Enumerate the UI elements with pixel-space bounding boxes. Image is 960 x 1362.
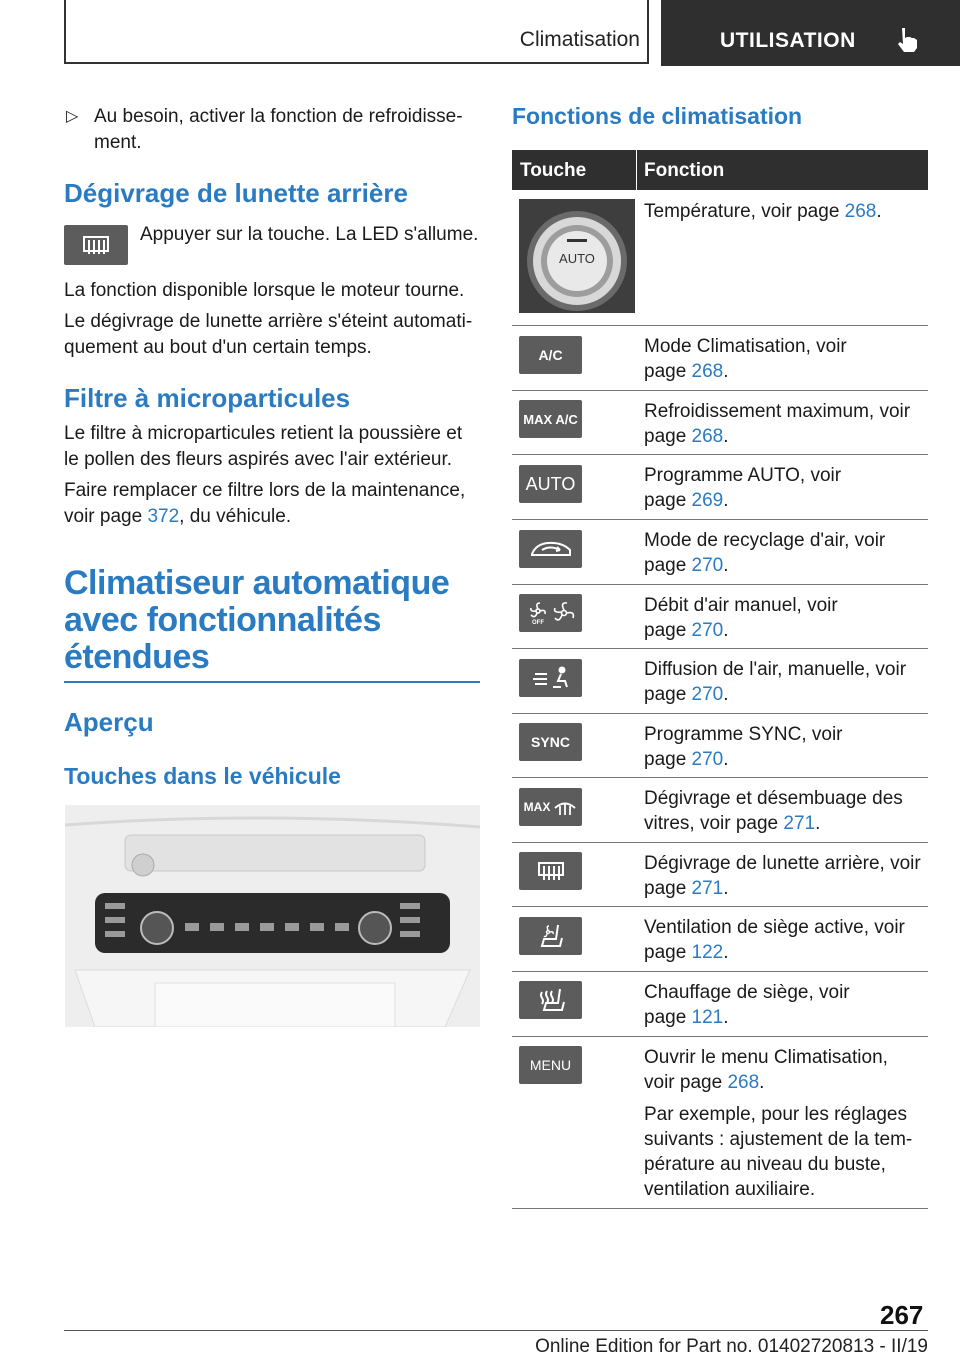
page-link[interactable]: 268 <box>691 426 724 447</box>
filter-paragraph-2-line-1: Faire remplacer ce filtre lors de la maintenance, <box>64 480 466 501</box>
rear-defrost-icon <box>519 852 582 890</box>
page-link[interactable]: 268 <box>727 1072 760 1093</box>
row-air-distribution-text: Diffusion de l'air, manuelle, voir page 270. <box>644 659 907 705</box>
max-label: MAX <box>523 800 551 814</box>
rear-defrost-paragraph-1: La fonction disponible lorsque le moteur tourne. <box>64 280 465 301</box>
heading-divider <box>64 681 480 683</box>
buttons-heading: Touches dans le véhicule <box>64 763 341 789</box>
rear-defrost-heading: Dégivrage de lunette arrière <box>64 178 408 208</box>
recirculation-icon <box>519 530 582 568</box>
ac-button-icon: A/C <box>519 336 582 374</box>
main-heading-line-1: Climatiseur automatique <box>64 564 450 602</box>
filter-text: voir page <box>64 506 148 527</box>
air-distribution-icon <box>519 659 582 697</box>
row-fan-text: Débit d'air manuel, voir page 270. <box>644 595 838 641</box>
rear-defrost-instruction: Appuyer sur la touche. La LED s'allume. <box>140 224 479 245</box>
overview-heading: Aperçu <box>64 707 154 737</box>
filter-heading: Filtre à microparticules <box>64 383 351 413</box>
fan-icon <box>519 594 582 632</box>
page-link[interactable]: 269 <box>691 490 724 511</box>
row-auto-text: Programme AUTO, voir page 269. <box>644 465 842 511</box>
bullet-line-2: ment. <box>94 132 142 153</box>
row-temperature-text: Température, voir page 268. <box>644 201 882 222</box>
max-defrost-button-icon <box>519 788 582 826</box>
row-seat-ventilation-text: Ventilation de siège active, voir page 122. <box>644 917 905 963</box>
main-heading <box>64 565 449 676</box>
row-max-ac-text: Refroidissement maximum, voir page 268. <box>644 401 911 447</box>
page-link[interactable]: 121 <box>691 1007 724 1028</box>
page-link[interactable]: 270 <box>691 684 724 705</box>
page-link[interactable]: 271 <box>691 878 724 899</box>
filter-text-end: , du véhicule. <box>179 506 292 527</box>
header-chapter-title: UTILISATION <box>720 29 856 52</box>
filter-paragraph-1-line-1: Le filtre à microparticules retient la poussière et <box>64 423 463 444</box>
footer-edition: Online Edition for Part no. 01402720813 - II/19 <box>535 1336 928 1357</box>
column-header-function: Fonction <box>644 160 725 181</box>
rear-defrost-paragraph-2-line-2: quement au bout d'un certain temps. <box>64 337 372 358</box>
row-rear-defrost-text: Dégivrage de lunette arrière, voir page 271. <box>644 853 921 899</box>
filter-paragraph-1-line-2: le pollen des fleurs aspirés avec l'air extérieur. <box>64 449 453 470</box>
page-link[interactable]: 270 <box>691 555 724 576</box>
table-title: Fonctions de climatisation <box>512 103 803 129</box>
max-ac-button-icon: MAX A/C <box>519 400 582 438</box>
knob-auto-label: AUTO <box>559 251 595 266</box>
seat-ventilation-icon <box>519 917 582 955</box>
bullet-line-1: Au besoin, activer la fonction de refroidisse- <box>94 106 463 127</box>
main-heading-line-3: étendues <box>64 638 210 676</box>
row-recirculation-text: Mode de recyclage d'air, voir page 270. <box>644 530 886 576</box>
climate-panel-photo <box>65 805 480 1027</box>
header-section-title: Climatisation <box>519 28 640 51</box>
main-heading-line-2: avec fonctionnalités <box>64 601 381 639</box>
filter-paragraph-2-line-2 <box>64 504 291 530</box>
filter-page-link[interactable]: 372 <box>147 506 180 527</box>
page-link[interactable]: 271 <box>783 813 816 834</box>
column-header-key: Touche <box>520 160 587 181</box>
rear-defrost-paragraph-2-line-1: Le dégivrage de lunette arrière s'éteint automati- <box>64 311 473 332</box>
page-link[interactable]: 122 <box>691 942 724 963</box>
page-link[interactable]: 270 <box>691 749 724 770</box>
row-max-defrost-text: Dégivrage et désembuage des vitres, voir page 271. <box>644 788 903 834</box>
temperature-knob-image <box>519 199 635 313</box>
hand-pointer-icon <box>893 26 921 59</box>
footer-divider <box>64 1330 928 1331</box>
page-link[interactable]: 268 <box>691 361 724 382</box>
auto-button-icon: AUTO <box>519 465 582 503</box>
rear-defrost-button-icon <box>64 225 128 265</box>
svg-text:OFF: OFF <box>531 620 544 626</box>
sync-button-icon: SYNC <box>519 723 582 761</box>
page-link[interactable]: 270 <box>691 620 724 641</box>
page-link[interactable]: 268 <box>844 201 877 222</box>
row-sync-text: Programme SYNC, voir page 270. <box>644 724 843 770</box>
menu-button-icon: MENU <box>519 1046 582 1084</box>
seat-heating-icon <box>519 981 582 1019</box>
bullet-marker: ▷ <box>66 108 79 125</box>
row-seat-heating-text: Chauffage de siège, voir page 121. <box>644 982 850 1028</box>
row-menu-text: Ouvrir le menu Climatisation, voir page 268. Par exemple, pour les réglages suivants : ajustement de la tem- pérature au niveau du buste, ventilation auxiliaire. <box>644 1047 913 1200</box>
row-ac-text: Mode Climatisation, voir page 268. <box>644 336 847 382</box>
page-number: 267 <box>880 1300 924 1330</box>
